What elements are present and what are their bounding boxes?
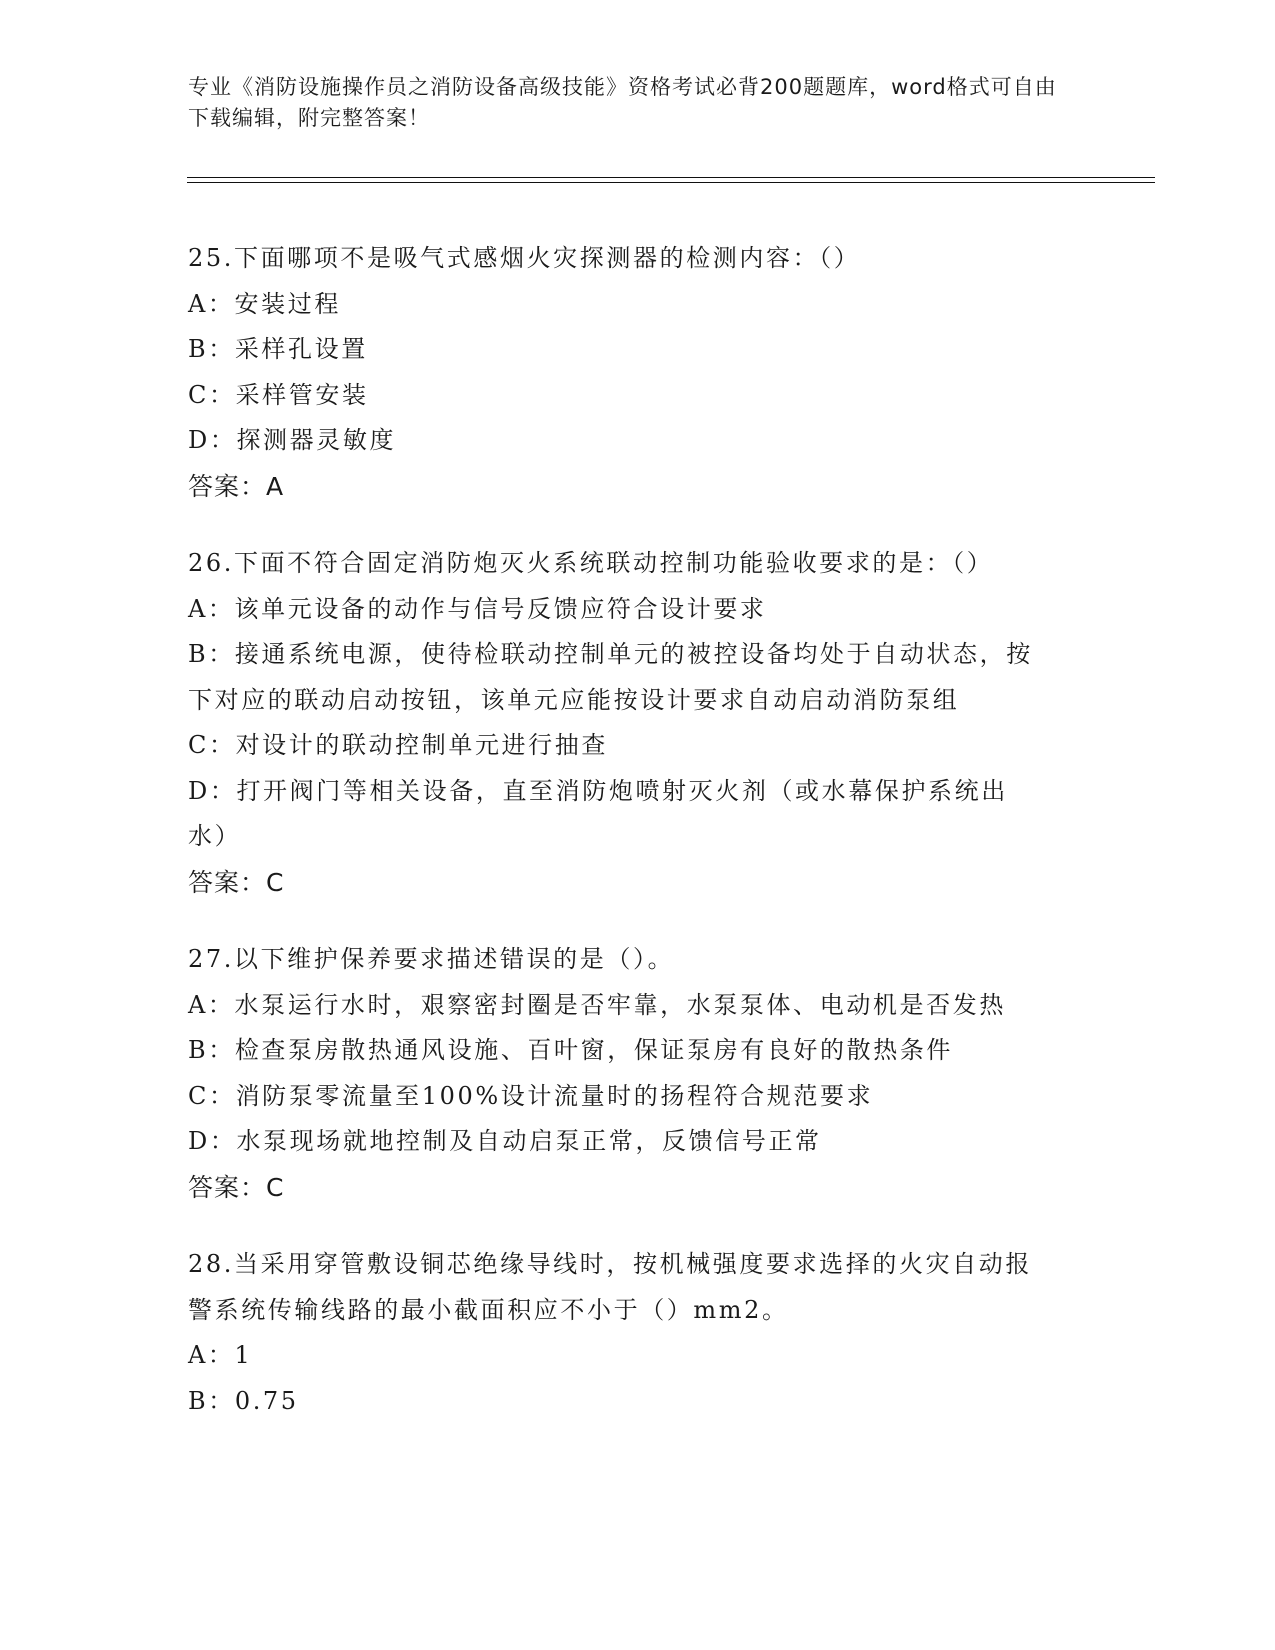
answer-line: 答案：C bbox=[188, 1172, 285, 1202]
option-a: A：该单元设备的动作与信号反馈应符合设计要求 bbox=[188, 594, 767, 623]
question-25 bbox=[188, 236, 1088, 509]
answer-line: 答案：A bbox=[188, 471, 285, 501]
question-list bbox=[188, 236, 1088, 1456]
option-a: A：安装过程 bbox=[188, 289, 341, 318]
question-27 bbox=[188, 937, 1088, 1210]
question-stem: 26.下面不符合固定消防炮灭火系统联动控制功能验收要求的是：（） bbox=[188, 549, 994, 577]
option-b: B：检查泵房散热通风设施、百叶窗，保证泵房有良好的散热条件 bbox=[188, 1036, 954, 1064]
question-26 bbox=[188, 541, 1088, 905]
answer-line: 答案：C bbox=[188, 867, 285, 897]
option-c: C：对设计的联动控制单元进行抽查 bbox=[188, 731, 608, 759]
question-stem: 28.当采用穿管敷设铜芯绝缘导线时，按机械强度要求选择的火灾自动报警系统传输线路的最小截面积应不小于（）mm2。 bbox=[188, 1250, 1032, 1324]
option-b: B：0.75 bbox=[188, 1386, 299, 1415]
option-d: D：打开阀门等相关设备，直至消防炮喷射灭火剂（或水幕保护系统出水） bbox=[188, 776, 1008, 850]
header-divider-top bbox=[187, 177, 1155, 178]
question-28 bbox=[188, 1242, 1088, 1424]
option-c: C：采样管安装 bbox=[188, 380, 369, 409]
option-a: A：水泵运行水时，艰察密封圈是否牢靠，水泵泵体、电动机是否发热 bbox=[188, 990, 1006, 1019]
option-b: B：采样孔设置 bbox=[188, 335, 368, 363]
option-c: C：消防泵零流量至100%设计流量时的扬程符合规范要求 bbox=[188, 1081, 874, 1110]
option-d: D：探测器灵敏度 bbox=[188, 426, 397, 454]
header-divider-bottom bbox=[187, 182, 1155, 183]
question-stem: 27.以下维护保养要求描述错误的是（）。 bbox=[188, 945, 675, 973]
option-a: A：1 bbox=[188, 1341, 253, 1369]
question-stem: 25.下面哪项不是吸气式感烟火灾探测器的检测内容：（） bbox=[188, 244, 861, 272]
option-b: B：接通系统电源，使待检联动控制单元的被控设备均处于自动状态，按下对应的联动启动按钮，该单元应能按设计要求自动启动消防泵组 bbox=[188, 640, 1033, 714]
document-header: 专业《消防设施操作员之消防设备高级技能》资格考试必背200题题库，word格式可自由下载编辑，附完整答案！ bbox=[188, 75, 1057, 130]
option-d: D：水泵现场就地控制及自动启泵正常，反馈信号正常 bbox=[188, 1127, 822, 1155]
